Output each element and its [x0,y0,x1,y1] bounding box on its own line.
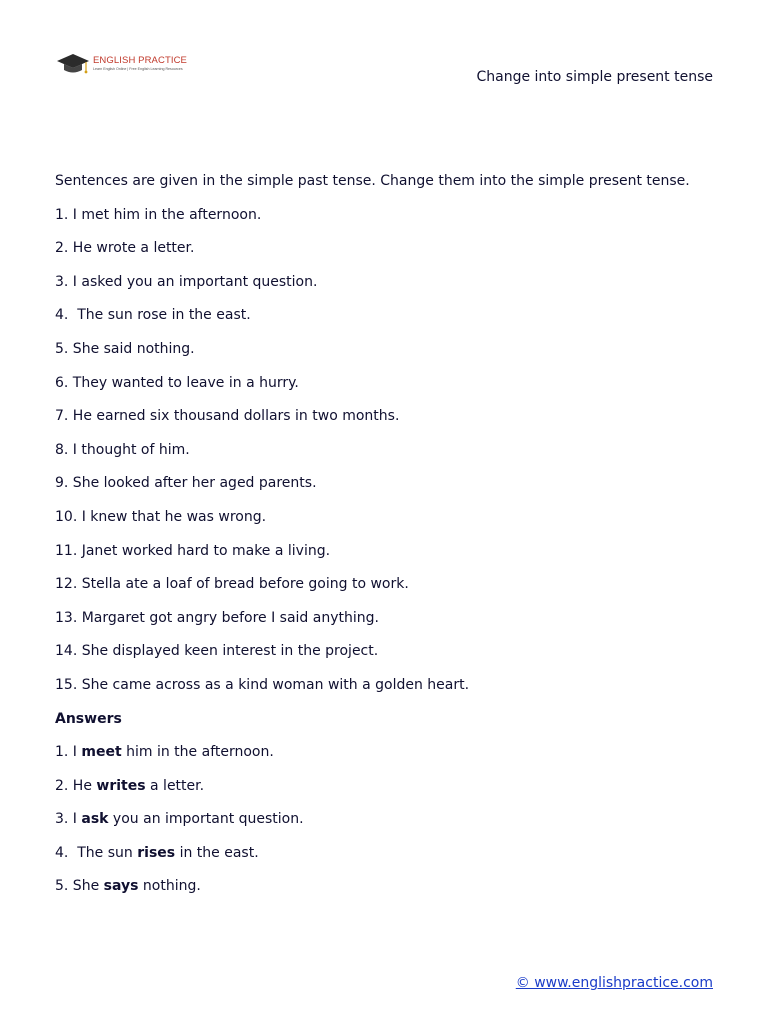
answer-prefix: 2. He [55,777,97,794]
question-item: 7. He earned six thousand dollars in two months. [55,408,400,425]
question-item: 9. She looked after her aged parents. [55,475,317,492]
question-item: 10. I knew that he was wrong. [55,508,267,525]
footer-link[interactable]: © www.englishpractice.com [515,975,713,991]
question-item: 12. Stella ate a loaf of bread before going to work. [55,576,409,593]
answer-prefix: 3. I [55,811,82,828]
worksheet-content [55,171,725,910]
answer-verb: meet [81,744,122,761]
logo-tagline: Learn English Online | Free English Learning Resources [93,66,183,71]
logo [56,52,187,76]
answer-verb: says [103,878,139,895]
question-item: 15. She came across as a kind woman with a golden heart. [55,676,470,693]
question-item: 4. The sun rose in the east. [55,307,251,324]
page-title: Change into simple present tense [476,69,713,85]
question-item: 8. I thought of him. [55,441,190,458]
question-item: 1. I met him in the afternoon. [55,206,262,223]
answer-suffix: in the east. [175,844,259,861]
answer-prefix: 1. I [55,744,82,761]
question-item: 6. They wanted to leave in a hurry. [55,374,299,391]
answer-item [55,742,725,776]
answer-item [55,809,725,843]
logo-title: ENGLISH PRACTICE [93,55,187,67]
answer-verb: rises [137,844,176,861]
answers-heading: Answers [55,710,122,727]
answer-suffix: him in the afternoon. [121,744,274,761]
answer-verb: writes [96,777,146,794]
answer-suffix: you an important question. [108,811,304,828]
answer-verb: ask [81,811,109,828]
instructions: Sentences are given in the simple past tense. Change them into the simple present tense. [55,173,690,189]
answer-item [55,776,725,810]
answer-item [55,843,725,877]
graduation-cap-icon [56,52,90,76]
answer-prefix: 4. The sun [55,844,138,861]
question-item: 11. Janet worked hard to make a living. [55,542,331,559]
answer-prefix: 5. She [55,878,104,895]
question-item: 3. I asked you an important question. [55,273,318,290]
question-item: 14. She displayed keen interest in the project. [55,643,379,660]
logo-text [93,56,187,71]
answer-item [55,876,725,910]
answer-suffix: nothing. [138,878,201,895]
question-item: 2. He wrote a letter. [55,240,195,257]
question-item: 13. Margaret got angry before I said anything. [55,609,379,626]
answer-suffix: a letter. [145,777,205,794]
question-item: 5. She said nothing. [55,340,195,357]
